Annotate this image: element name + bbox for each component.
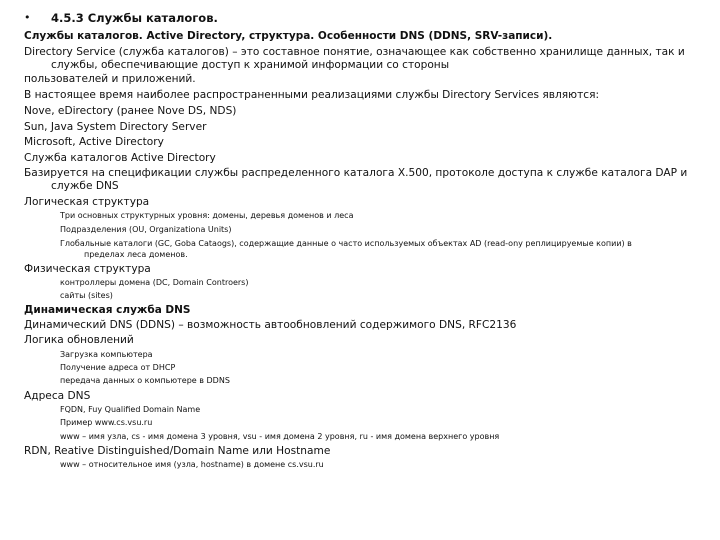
definition-line-1: Directory Service (служба каталогов) – это составное понятие, означающее как собственно хранилище данных, так и bbox=[24, 46, 685, 58]
physical-structure-heading: Физическая структура bbox=[24, 263, 151, 275]
physical-structure-item: контроллеры домена (DC, Domain Controers) bbox=[60, 278, 249, 287]
definition-line-3: пользователей и приложений. bbox=[24, 73, 196, 85]
title-bullet: • bbox=[24, 11, 31, 24]
ddns-step: передача данных о компьютере в DDNS bbox=[60, 376, 230, 385]
ddns-logic-heading: Логика обновлений bbox=[24, 334, 134, 346]
ddns-step: Загрузка компьютера bbox=[60, 350, 153, 359]
dns-address-item: Пример www.cs.vsu.ru bbox=[60, 418, 153, 427]
logical-structure-item: Глобальные каталоги (GC, Goba Cataogs), содержащие данные о часто используемых объектах AD (read-ony реплицируемые копии) в bbox=[60, 239, 632, 248]
logical-structure-heading: Логическая структура bbox=[24, 196, 150, 208]
ddns-step: Получение адреса от DHCP bbox=[60, 363, 176, 372]
dns-addresses-heading: Адреса DNS bbox=[24, 390, 91, 402]
ad-basis-line-2: службе DNS bbox=[51, 180, 119, 192]
subtitle: Службы каталогов. Active Directory, структура. Особенности DNS (DDNS, SRV-записи). bbox=[24, 30, 553, 42]
rdn-example: www – относительное имя (узла, hostname) в домене cs.vsu.ru bbox=[60, 460, 324, 469]
implementation-item: Microsoft, Active Directory bbox=[24, 136, 164, 148]
rdn-heading: RDN, Reative Distinguished/Domain Name или Hostname bbox=[24, 445, 331, 457]
implementation-item: Sun, Java System Directory Server bbox=[24, 121, 207, 133]
ad-heading: Служба каталогов Active Directory bbox=[24, 152, 216, 164]
page-title: 4.5.3 Службы каталогов. bbox=[51, 11, 218, 25]
logical-structure-item: Три основных структурных уровня: домены, деревья доменов и леса bbox=[60, 211, 354, 220]
ad-basis-line-1: Базируется на спецификации службы распределенного каталога X.500, протоколе доступа к службе каталога DAP и bbox=[24, 167, 688, 179]
logical-structure-item: Подразделения (OU, Organizationa Units) bbox=[60, 225, 232, 234]
ddns-definition: Динамический DNS (DDNS) – возможность автообновлений содержимого DNS, RFC2136 bbox=[24, 319, 517, 331]
implementation-item: Nove, eDirectory (ранее Nove DS, NDS) bbox=[24, 105, 237, 117]
implementations-intro: В настоящее время наиболее распространенными реализациями службы Directory Services являются: bbox=[24, 89, 600, 101]
logical-structure-item: пределах леса доменов. bbox=[84, 250, 188, 259]
physical-structure-item: сайты (sites) bbox=[60, 291, 113, 300]
dns-address-item: FQDN, Fuy Qualified Domain Name bbox=[60, 405, 201, 414]
dns-address-item: www – имя узла, cs - имя домена 3 уровня, vsu - имя домена 2 уровня, ru - имя домена верхнего уровня bbox=[60, 432, 500, 441]
definition-line-2: службы, обеспечивающие доступ к хранимой информации со стороны bbox=[51, 59, 450, 71]
ddns-heading: Динамическая служба DNS bbox=[24, 304, 191, 316]
